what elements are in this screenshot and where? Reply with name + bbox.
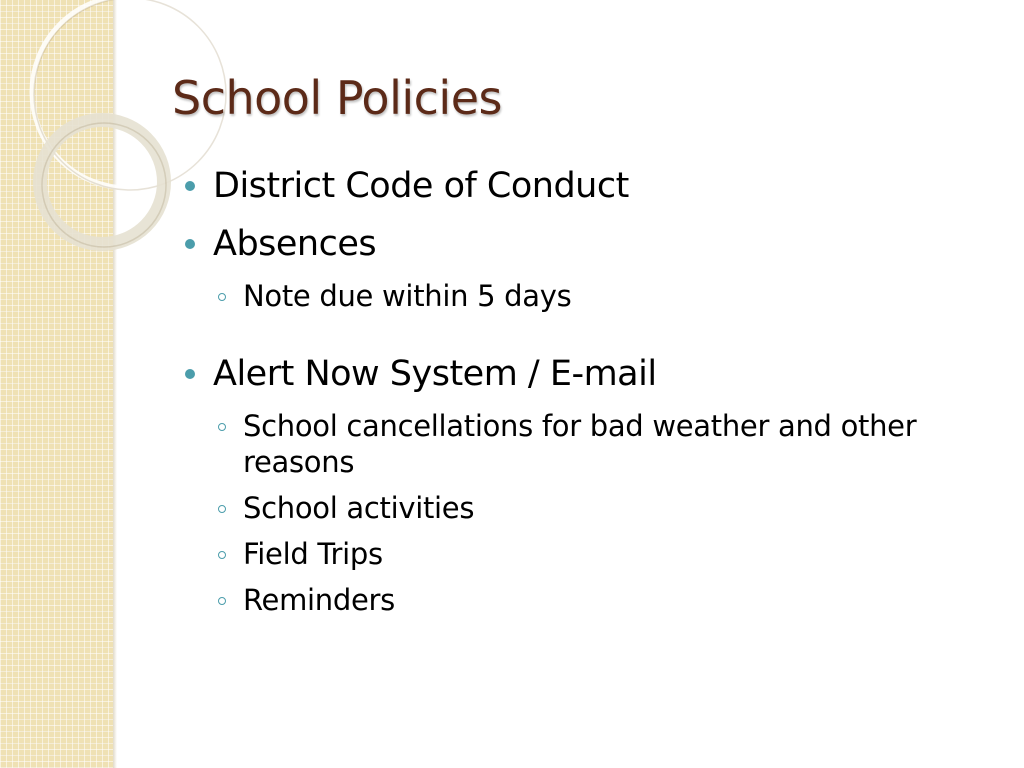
sub-bullet-activities (183, 490, 943, 526)
sub-bullet-text: Note due within 5 days (243, 279, 572, 313)
bullet-list (183, 162, 943, 618)
sub-bullet-ring-icon (218, 597, 226, 605)
bullet-dot-icon (185, 239, 195, 249)
sub-bullet-text: School activities (243, 491, 475, 525)
bullet-text: Absences (213, 224, 377, 264)
sub-bullet-cancellations (183, 408, 943, 480)
bullet-text: District Code of Conduct (213, 166, 629, 206)
sub-bullet-text: Field Trips (243, 537, 383, 571)
sub-bullet-text: Reminders (243, 583, 395, 617)
sub-bullet-ring-icon (218, 551, 226, 559)
sub-bullet-ring-icon (218, 423, 226, 431)
bullet-item-absences (183, 220, 943, 268)
decorative-rings (0, 0, 140, 270)
sub-bullet-reminders (183, 582, 943, 618)
slide-title: School Policies (172, 71, 502, 125)
sub-bullet-ring-icon (218, 505, 226, 513)
bullet-item-district-code (183, 162, 943, 210)
sub-bullet-field-trips (183, 536, 943, 572)
bullet-item-alert-now (183, 350, 943, 398)
bullet-text: Alert Now System / E-mail (213, 354, 657, 394)
bullet-dot-icon (185, 369, 195, 379)
sub-bullet-text: School cancellations for bad weather and other reasons (243, 409, 917, 479)
bullet-dot-icon (185, 181, 195, 191)
sub-bullet-ring-icon (218, 293, 226, 301)
sub-bullet-note-due (183, 278, 943, 314)
